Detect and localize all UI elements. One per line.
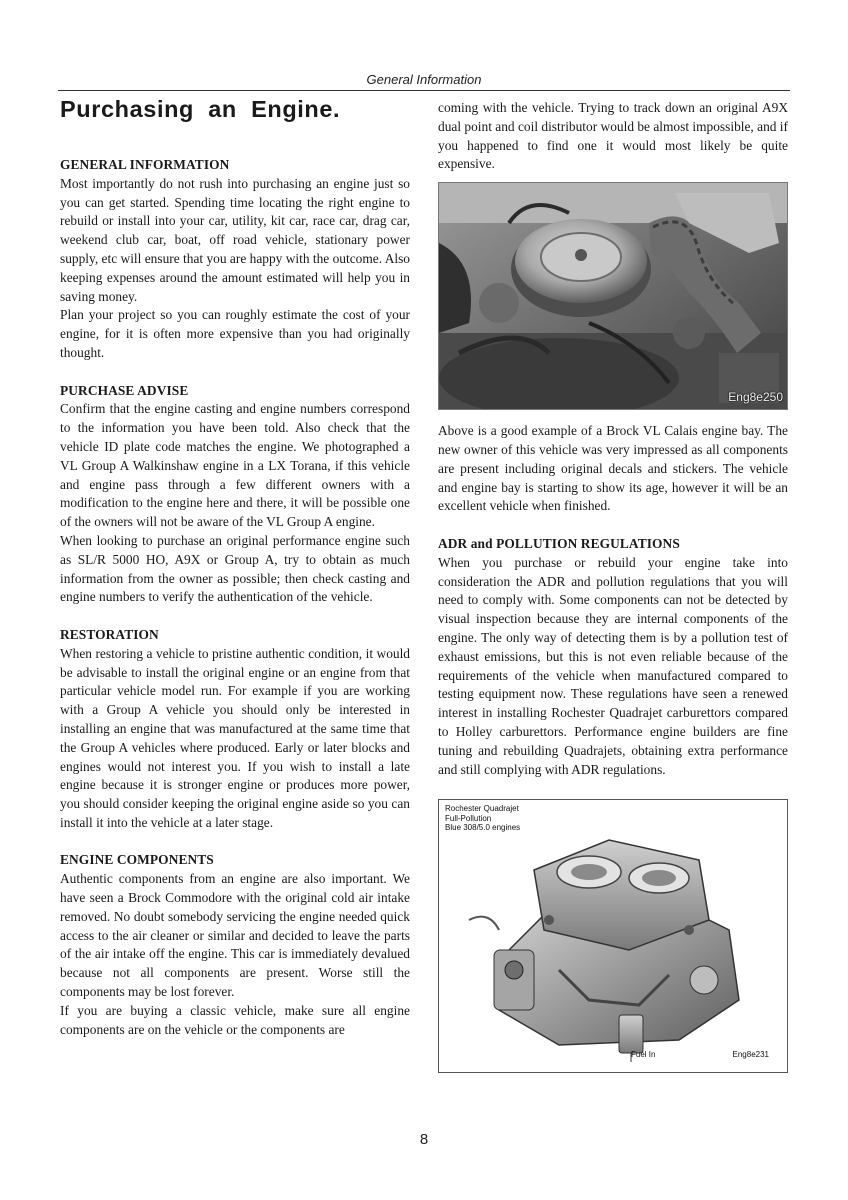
engine-components-paragraph-1: Authentic components from an engine are also important. We have seen a Brock Commodore with the original cold air intake removed. No doubt somebody servicing the engine needed quick access to the air cleaner or similar and decided to leave the parts of the air intake off the engine. This car is immediately devalued because not all components are present. Worse still the components may be lost forever. bbox=[60, 871, 410, 1000]
running-header: General Information bbox=[366, 72, 482, 87]
fuel-in-label: Fuel In bbox=[631, 1049, 656, 1059]
left-column bbox=[60, 156, 410, 1039]
purchase-advise-paragraph-2: When looking to purchase an original performance engine such as SL/R 5000 HO, A9X or Group A, try to obtain as much information from the owner as possible; then check casting and engine numbers to verify the authentication of the vehicle. bbox=[60, 532, 410, 605]
adr-paragraph-1: When you purchase or rebuild your engine take into consideration the ADR and pollution regulations that you will need to comply with. Some components can not be detected by visual inspection because they are internal components of the engine. The only way of detecting them is by a pollution test of exhaust emissions, but this is not even reliable because of the requirements of the vehicle when manufactured compared to testing equipment now. These regulations have seen a renewed interest in installing Rochester Quadrajet carburettors compared to Holley carburettors. Performance engine builders are fine tuning and rebuilding Quadrajets, obtaining extra performance and still complying with ADR regulations. bbox=[438, 554, 788, 777]
photo-id-label: Eng8e250 bbox=[728, 390, 783, 405]
restoration-paragraph-1: When restoring a vehicle to pristine authentic condition, it would be advisable to install the original engine or an engine from that particular vehicle model run. For example if you are working with a Group A vehicle you should only be interested in installing an engine that was manufactured at the same time that the Group A vehicles where produced. Early or later blocks and engines would not interest you. If you wish to install a late engine because it is stronger engine or produces more power, you should consider keeping the original engine aside so you can install it into the vehicle at a later stage. bbox=[60, 645, 410, 830]
engine-bay-photo bbox=[438, 182, 788, 410]
header-rule bbox=[58, 90, 790, 91]
diagram-label-line-2: Full-Pollution bbox=[445, 813, 492, 823]
carburettor-illustration bbox=[439, 800, 787, 1072]
general-information-paragraph-1: Most importantly do not rush into purchasing an engine just so you can get started. Spending time locating the right engine to rebuild or install into your car, utility, kit car, race car, drag car, weekend club car, boat, off road vehicle, stationary power supply, etc will ensure that you are happy with the outcome. Also keeping expenses around the amount estimated will help you in saving money. bbox=[60, 175, 410, 304]
diagram-label-line-3: Blue 308/5.0 engines bbox=[445, 823, 521, 833]
photo-caption: Above is a good example of a Brock VL Calais engine bay. The new owner of this vehicle was very impressed as all components are present including original decals and stickers. The vehicle and engine bay is starting to show its age, however it will be an excellent vehicle when finished. bbox=[438, 423, 788, 514]
section-heading-purchase-advise: PURCHASE ADVISE bbox=[60, 382, 189, 398]
diagram-label-line-1: Rochester Quadrajet bbox=[445, 804, 519, 814]
continuation-paragraph: coming with the vehicle. Trying to track down an original A9X dual point and coil distributor would be almost impossible, and if you happened to find one it would most likely be quite expensive. bbox=[438, 100, 788, 172]
engine-components-paragraph-2: If you are buying a classic vehicle, make sure all engine components are on the vehicle or the components are bbox=[60, 1002, 410, 1037]
general-information-paragraph-2: Plan your project so you can roughly estimate the cost of your engine, for it is often more expensive than you had originally thought. bbox=[60, 307, 410, 360]
engine-bay-illustration bbox=[439, 183, 787, 409]
purchase-advise-paragraph-1: Confirm that the engine casting and engine numbers correspond to the information you have been told. Also check that the vehicle ID plate code matches the engine. We photographed a VL Group A Walkinshaw engine in a LX Torana, if this vehicle and engine pass through a few different owners with a modification to the engine here and there, it will be possible one of the owners will not be aware of the VL Group A engine. bbox=[60, 401, 410, 530]
section-heading-restoration: RESTORATION bbox=[60, 626, 159, 642]
page-number: 8 bbox=[419, 1131, 429, 1148]
section-heading-adr-pollution: ADR and POLLUTION REGULATIONS bbox=[438, 535, 680, 551]
section-heading-engine-components: ENGINE COMPONENTS bbox=[60, 852, 214, 868]
diagram-caption bbox=[445, 804, 520, 833]
page-title: Purchasing an Engine. bbox=[60, 96, 341, 122]
right-column bbox=[438, 99, 788, 1073]
section-heading-general-information: GENERAL INFORMATION bbox=[60, 157, 230, 172]
diagram-id-label: Eng8e231 bbox=[732, 1049, 769, 1059]
carburettor-diagram bbox=[438, 799, 788, 1073]
